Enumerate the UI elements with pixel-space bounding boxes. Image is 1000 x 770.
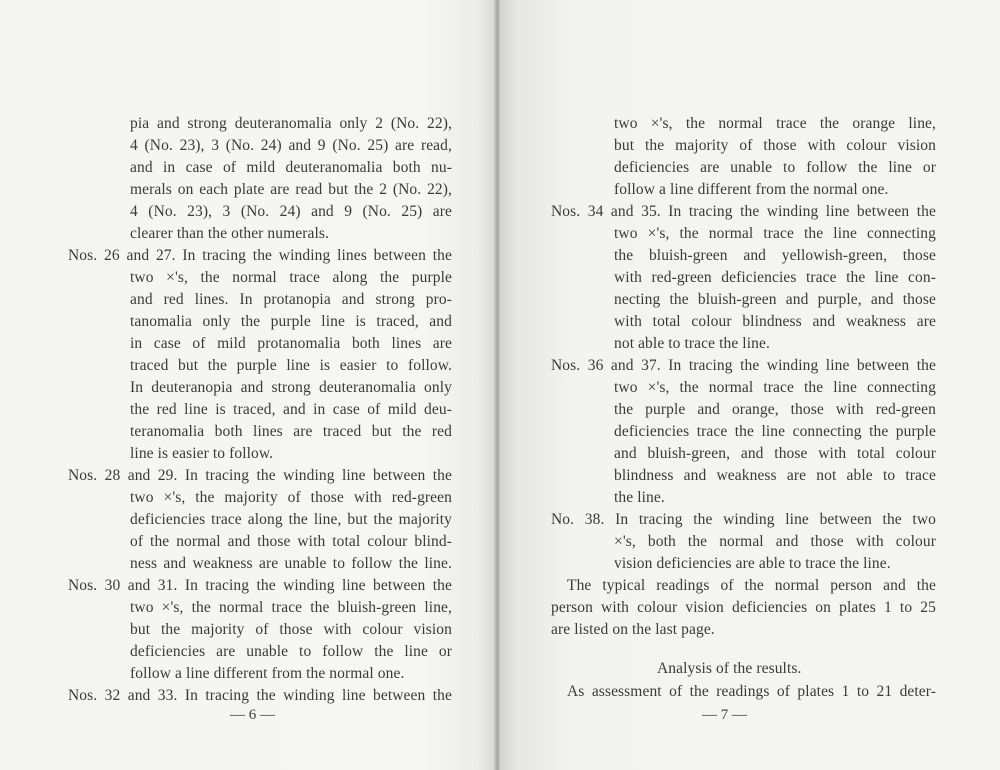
text-line: not able to trace the line. [614,335,770,352]
page-number: — 6 — [230,707,275,723]
text-line: line is easier to follow. [130,445,274,462]
text-line: but the majority of those with colour vision [614,137,936,154]
text-line: traced but the purple line is easier to follow. [130,357,452,374]
text-line: follow a line different from the normal one. [130,665,405,682]
text-line: the bluish-green and yellowish-green, those [614,247,936,264]
right-page [497,0,1000,770]
text-line: with total colour blindness and weakness are [614,313,936,330]
left-page [0,0,497,770]
text-line: deficiencies are unable to follow the line or [614,159,936,176]
text-line: deficiencies are unable to follow the line or [130,643,452,660]
text-line: two ×'s, the normal trace along the purple [130,269,452,286]
text-line: and in case of mild deuteranomalia both nu- [130,159,452,176]
text-line: follow a line different from the normal one. [614,181,889,198]
text-line: two ×'s, the majority of those with red-green [130,489,452,506]
entry-heading-line: Nos. 36 and 37. In tracing the winding line between the [551,357,936,374]
entry-heading-line: Nos. 26 and 27. In tracing the winding lines between the [68,247,452,264]
text-line: the purple and orange, those with red-green [614,401,936,418]
text-line: person with colour vision deficiencies on plates 1 to 25 [551,599,936,616]
text-line: 4 (No. 23), 3 (No. 24) and 9 (No. 25) are read, [130,137,452,154]
text-line: the red line is traced, and in case of mild deu- [130,401,452,418]
text-line: In deuteranopia and strong deuteranomalia only [130,379,452,396]
entry-heading-line: Nos. 30 and 31. In tracing the winding line between the [68,577,452,594]
text-line: tanomalia only the purple line is traced, and [130,313,452,330]
text-line: the line. [614,489,665,506]
text-line: merals on each plate are read but the 2 (No. 22), [130,181,452,198]
text-line: two ×'s, the normal trace the bluish-green line, [130,599,452,616]
text-line: and red lines. In protanopia and strong pro- [130,291,452,308]
text-line: 4 (No. 23), 3 (No. 24) and 9 (No. 25) are [130,203,452,220]
text-line: deficiencies trace along the line, but the majority [130,511,452,528]
text-line: two ×'s, the normal trace the line connecting [614,379,936,396]
text-line: and bluish-green, and those with total colour [614,445,936,462]
text-line: with red-green deficiencies trace the line con- [614,269,936,286]
section-heading: Analysis of the results. [657,660,802,677]
text-line: necting the bluish-green and purple, and those [614,291,936,308]
entry-heading-line: Nos. 32 and 33. In tracing the winding line between the [68,687,452,704]
text-line: deficiencies trace the line connecting the purple [614,423,936,440]
paragraph-first-line: As assessment of the readings of plates 1 to 21 deter- [567,683,936,700]
text-line: pia and strong deuteranomalia only 2 (No. 22), [130,115,452,132]
page-number: — 7 — [702,707,747,723]
text-line: two ×'s, the normal trace the line connecting [614,225,936,242]
text-line: but the majority of those with colour vision [130,621,452,638]
text-line: clearer than the other numerals. [130,225,330,242]
text-line: vision deficiencies are able to trace the line. [614,555,891,572]
text-line: blindness and weakness are not able to trace [614,467,936,484]
text-line: ness and weakness are unable to follow the line. [130,555,452,572]
text-line: ×'s, both the normal and those with colour [614,533,936,550]
text-line: teranomalia both lines are traced but the red [130,423,452,440]
text-line: of the normal and those with total colour blind- [130,533,452,550]
entry-heading-line: Nos. 28 and 29. In tracing the winding line between the [68,467,452,484]
text-line: in case of mild protanomalia both lines are [130,335,452,352]
entry-heading-line: No. 38. In tracing the winding line between the two [551,511,936,528]
paragraph-first-line: The typical readings of the normal person and the [567,577,936,594]
text-line: two ×'s, the normal trace the orange line, [614,115,936,132]
book-gutter [494,0,500,770]
text-line: are listed on the last page. [551,621,715,638]
entry-heading-line: Nos. 34 and 35. In tracing the winding line between the [551,203,936,220]
